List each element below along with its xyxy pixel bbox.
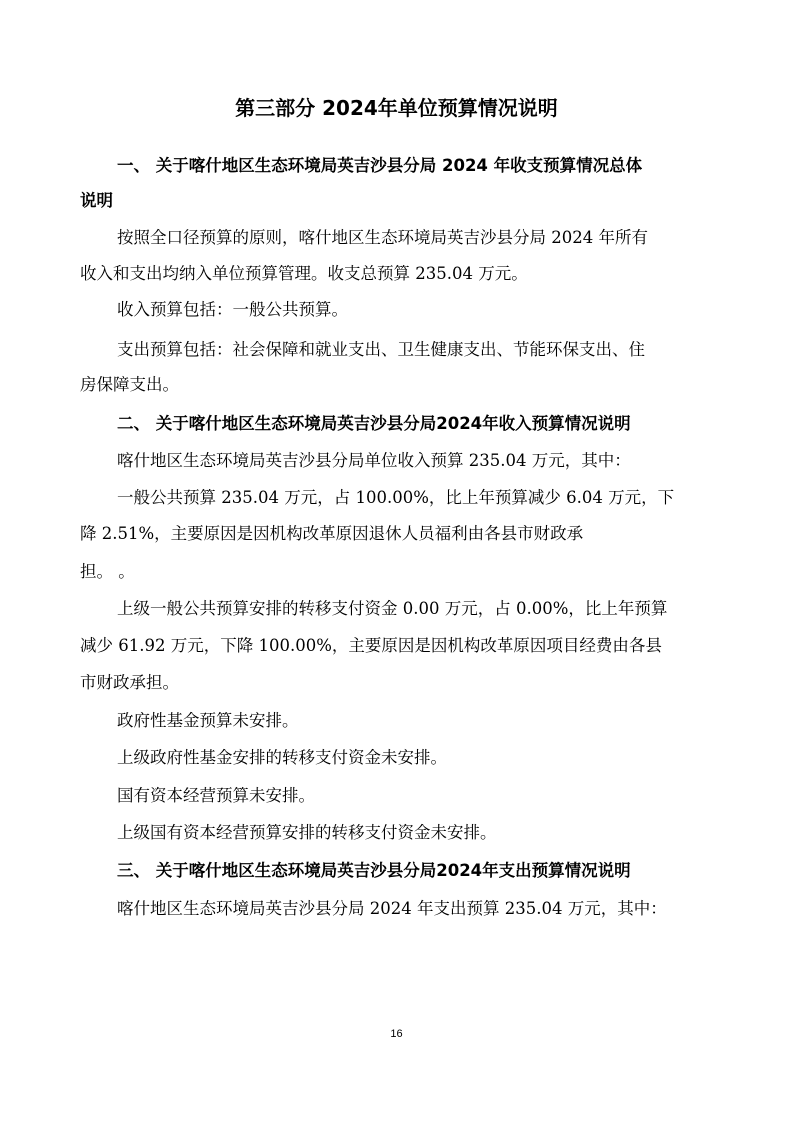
paragraph-line: 担。 。 bbox=[80, 562, 135, 581]
section-1-heading-continued: 说明 bbox=[80, 191, 113, 210]
paragraph-line: 喀什地区生态环境局英吉沙县分局 2024 年支出预算 235.04 万元，其中： bbox=[117, 899, 667, 918]
paragraph-line: 收入和支出均纳入单位预算管理。收支总预算 235.04 万元。 bbox=[80, 264, 528, 283]
page-number: 16 bbox=[390, 1028, 403, 1040]
paragraph-line: 上级一般公共预算安排的转移支付资金 0.00 万元，占 0.00%，比上年预算 bbox=[117, 599, 668, 618]
paragraph-line: 上级政府性基金安排的转移支付资金未安排。 bbox=[117, 748, 447, 767]
section-2-heading: 二、 关于喀什地区生态环境局英吉沙县分局2024年收入预算情况说明 bbox=[117, 414, 631, 433]
paragraph-line: 喀什地区生态环境局英吉沙县分局单位收入预算 235.04 万元，其中： bbox=[117, 451, 631, 470]
paragraph-line: 上级国有资本经营预算安排的转移支付资金未安排。 bbox=[117, 823, 497, 842]
paragraph-line: 房保障支出。 bbox=[80, 375, 179, 394]
paragraph-line: 国有资本经营预算未安排。 bbox=[117, 786, 315, 805]
page-title: 第三部分 2024年单位预算情况说明 bbox=[235, 96, 558, 120]
paragraph-line: 收入预算包括：一般公共预算。 bbox=[117, 300, 348, 319]
paragraph-line: 支出预算包括：社会保障和就业支出、卫生健康支出、节能环保支出、住 bbox=[117, 340, 645, 359]
paragraph-line: 政府性基金预算未安排。 bbox=[117, 711, 299, 730]
paragraph-line: 一般公共预算 235.04 万元，占 100.00%，比上年预算减少 6.04 万元，下 bbox=[117, 488, 675, 507]
paragraph-line: 减少 61.92 万元，下降 100.00%，主要原因是因机构改革原因项目经费由各县 bbox=[80, 636, 662, 655]
paragraph-line: 降 2.51%，主要原因是因机构改革原因退休人员福利由各县市财政承 bbox=[80, 524, 584, 543]
paragraph-line: 按照全口径预算的原则，喀什地区生态环境局英吉沙县分局 2024 年所有 bbox=[117, 228, 648, 247]
section-3-heading: 三、 关于喀什地区生态环境局英吉沙县分局2024年支出预算情况说明 bbox=[117, 861, 631, 880]
paragraph-line: 市财政承担。 bbox=[80, 673, 179, 692]
section-1-heading: 一、 关于喀什地区生态环境局英吉沙县分局 2024 年收支预算情况总体 bbox=[117, 156, 643, 175]
